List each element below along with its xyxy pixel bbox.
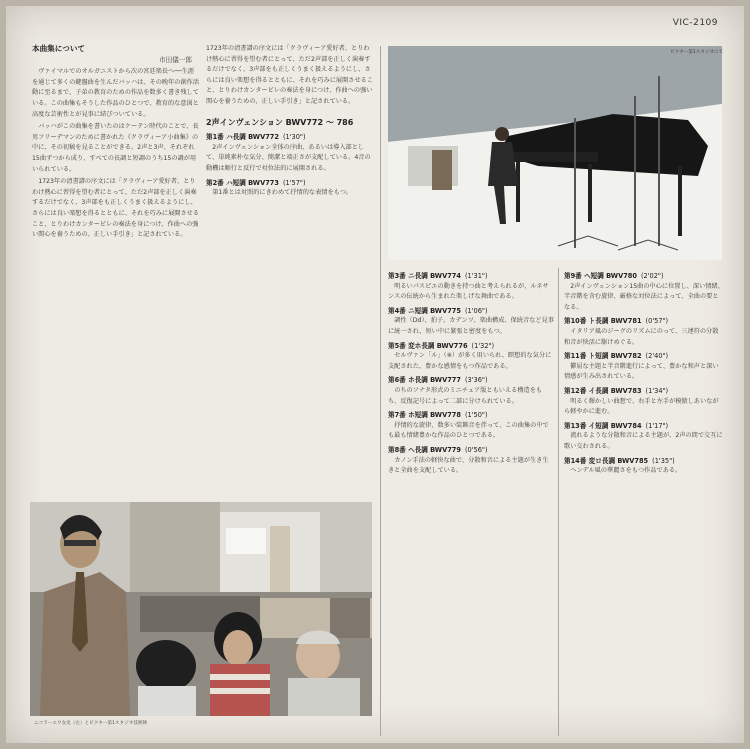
piece-title: 第9番 ヘ短調 BWV780 (2'02"): [564, 272, 664, 280]
intro-paragraph-continued: 1723年の清書譜の序文には「クラヴィーア愛好者、とりわけ熱心に習得を望む者にとって、ただ2声部を正しく演奏するだけでなく、3声部をも正しくうまく扱えるようにし、さらには良い楽想を得るとともに、それを巧みに展開させること、とりわけカンタービレの奏法を身につけ、作曲への強い関心を養うための、正しい手引き」と記されている。: [206, 45, 374, 105]
piece-description: のちのソナタ形式のミニチュア版ともいえる構造をもち、反復記号によって二部に分けられている。: [388, 386, 543, 405]
piece-title: 第5番 変ホ長調 BWV776 (1'32"): [388, 341, 495, 350]
piece-description: 調性（Dd）、拍子、カデンツ、楽曲構成、保続音など見事に統一され、短い中に緊張と密度をもつ。: [388, 317, 554, 335]
notes-heading: 本曲集について: [32, 44, 86, 53]
piece-title: 第2番 ハ短調 BWV773 (1'57"): [206, 178, 306, 187]
intro-paragraph: ヴァイマルでのオルガニストから次の宮廷楽長へ──生涯を通じて多くの鍵盤曲を生んだバッハは、その晩年の創作活動に至るまで、子弟の教育のための作品を数多く書き残している。この曲集もそうした作品のひとつで、教育的な意図と高度な芸術性とが見事に結びついている。: [32, 68, 200, 118]
studio-piano-image: [388, 46, 722, 260]
studio-group-image: [30, 502, 372, 716]
piece-title: 第14番 変ロ長調 BWV785 (1'35"): [564, 456, 675, 465]
piece-title: 第12番 イ長調 BWV783 (1'34"): [564, 386, 669, 395]
studio-piano-photo: [388, 46, 722, 260]
piece-description: 流れるような分散和音による主題が、2声の間で交互に歌い交わされる。: [564, 432, 723, 450]
piece-description: ヘンデル風の華麗さをもつ作品である。: [570, 467, 682, 475]
studio-group-photo: [30, 502, 372, 716]
intro-paragraph: バッハがこの曲集を書いたのはケーテン時代のことで、長男フリーデマンのために書かれた《クラヴィーア小曲集》の中に、その初稿を見ることができる。2声と3声、それぞれ15曲ずつから成り、すべての長調と短調のうち15の調が用いられている。: [32, 123, 199, 173]
piece-description: 第1番とは対照的にきわめて抒情的な表情をもつ。: [212, 189, 352, 197]
catalog-number: VIC-2109: [672, 18, 718, 28]
notes-column-3: [388, 268, 554, 738]
notes-column-4: [564, 268, 724, 738]
piece-description: 鬱屈な主題と半音階進行によって、豊かな和声と深い情感が生み出されている。: [564, 362, 719, 381]
piece-description: 2声インヴェンション15曲の中心に位置し、深い情緒、半音階を含む旋律、厳格な対位法によって、全曲の要となる。: [564, 282, 724, 311]
section-heading: 2声インヴェンション BWV772 ～ 786: [206, 117, 354, 127]
piece-title: 第1番 ハ長調 BWV772 (1'30"): [206, 133, 306, 142]
column-divider: [558, 268, 559, 736]
liner-notes-sheet: [6, 6, 744, 743]
bottom-photo-caption: ニコラーエワ女史（左）とビクター第1スタジオ技術陣: [34, 721, 148, 726]
piece-description: 明るいパスピエの動きを持つ曲と考えられるが、ルネサンスの伝統から生まれた楽しげな舞曲である。: [388, 282, 549, 301]
piece-title: 第6番 ホ長調 BWV777 (3'36"): [388, 376, 488, 385]
piece-description: セルヴァン「ル」（※）が多く用いられ、瞑想的な気分に支配された、豊かな感情をもつ作品である。: [388, 352, 552, 370]
piece-title: 第10番 ト長調 BWV781 (0'57"): [564, 317, 669, 326]
piece-description: イタリア風のジーグのリズムにのって、三連符の分散和音が快活に駆けめぐる。: [564, 327, 719, 346]
piece-description: 明るく輝かしい曲想で、右手と左手が模倣しあいながら軽やかに進む。: [564, 397, 719, 416]
piece-title: 第13番 イ短調 BWV784 (1'17"): [564, 421, 669, 430]
piece-description: カノン手法の軽快な曲で、分散和音による主題が生き生きと全曲を支配している。: [388, 456, 549, 475]
piece-title: 第7番 ホ短調 BWV778 (1'50"): [388, 411, 488, 420]
piece-title: 第4番 ニ短調 BWV775 (1'06"): [388, 306, 488, 315]
piece-title: 第3番 ニ長調 BWV774 (1'31"): [388, 272, 488, 280]
notes-column-1: [32, 44, 200, 496]
notes-author: 市田儀一郎: [159, 55, 192, 64]
notes-column-2: [206, 44, 374, 496]
intro-paragraph: 1723年の清書譜の序文には「クラヴィーア愛好者、とりわけ熱心に習得を望む者にとって、ただ2声部を正しく演奏するだけでなく、3声部をも正しくうまく扱えるようにし、さらには良い楽想を得るとともに、それを巧みに展開させること、とりわけカンタービレの奏法を身につけ、作曲への強い関心を養うための、正しい手引き」と記されている。: [32, 178, 200, 239]
column-divider: [380, 46, 381, 736]
piece-description: 2声インヴェンション全体の序曲、あるいは導入部として、単純素朴な気分、簡潔と端正さが支配している。4音の動機は順行と反行で対位法的に展開される。: [206, 143, 371, 172]
piece-title: 第8番 ヘ長調 BWV779 (0'56"): [388, 445, 488, 454]
top-photo-caption: ビクター第1スタジオにて: [670, 50, 724, 55]
piece-title: 第11番 ト短調 BWV782 (2'40"): [564, 352, 669, 361]
piece-description: 抒情的な旋律、数多い装飾音を伴って、この曲集の中でも最も情緒豊かな作品のひとつである。: [388, 421, 549, 440]
